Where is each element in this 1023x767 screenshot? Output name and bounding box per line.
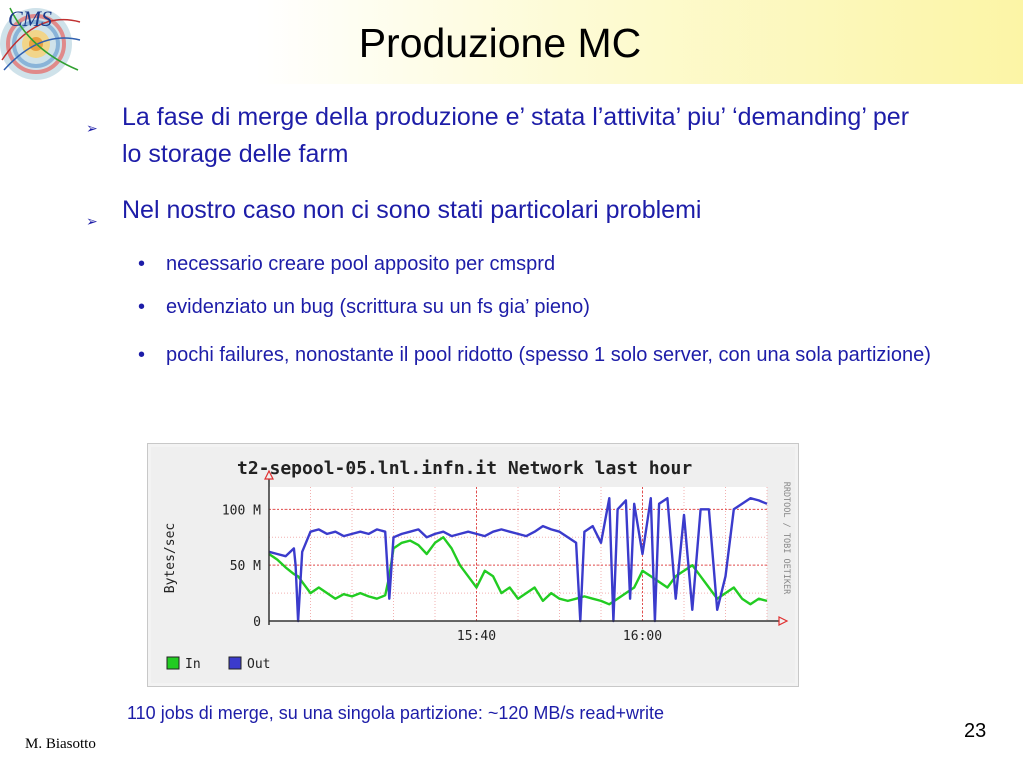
subbullet-text: evidenziato un bug (scrittura su un fs gia’ pieno)	[166, 296, 590, 318]
chart-side-label: RRDTOOL / TOBI OETIKER	[781, 481, 791, 595]
bullet-text: La fase di merge della produzione e’ stata l’attivita’ piu’ ‘demanding’ per lo storage delle farm	[122, 103, 910, 168]
chart-svg	[147, 443, 799, 687]
chart-caption: 110 jobs di merge, su una singola partizione: ~120 MB/s read+write	[127, 703, 664, 723]
subbullet-marker: •	[138, 296, 146, 318]
slide-title: Produzione MC	[358, 20, 642, 66]
subbullet-text: necessario creare pool apposito per cmsprd	[166, 253, 556, 275]
x-tick-label: 16:00	[622, 629, 663, 644]
bullet-text: Nel nostro caso non ci sono stati particolari problemi	[122, 196, 702, 224]
logo-text: CMS	[8, 6, 52, 31]
y-tick-label: 50 M	[229, 559, 261, 575]
legend-swatch-out	[229, 657, 241, 669]
legend-swatch-in	[167, 657, 179, 669]
subbullet-marker: •	[138, 253, 146, 275]
network-chart	[147, 443, 799, 687]
subbullet-text: pochi failures, nonostante il pool ridotto (spesso 1 solo server, con una sola partizione)	[166, 344, 931, 366]
legend-label-in: In	[185, 657, 201, 672]
x-tick-label: 15:40	[456, 629, 497, 644]
page-number: 23	[964, 720, 987, 742]
author: M. Biasotto	[25, 736, 96, 752]
chart-ylabel: Bytes/sec	[163, 522, 178, 594]
y-tick-label: 0	[253, 615, 261, 630]
bullet-marker: ➢	[86, 213, 98, 229]
bullet-marker: ➢	[86, 120, 98, 136]
subbullet-marker: •	[138, 344, 146, 366]
y-tick-label: 100 M	[221, 503, 261, 519]
chart-title: t2-sepool-05.lnl.infn.it Network last hour	[237, 458, 693, 479]
legend-label-out: Out	[247, 657, 271, 672]
